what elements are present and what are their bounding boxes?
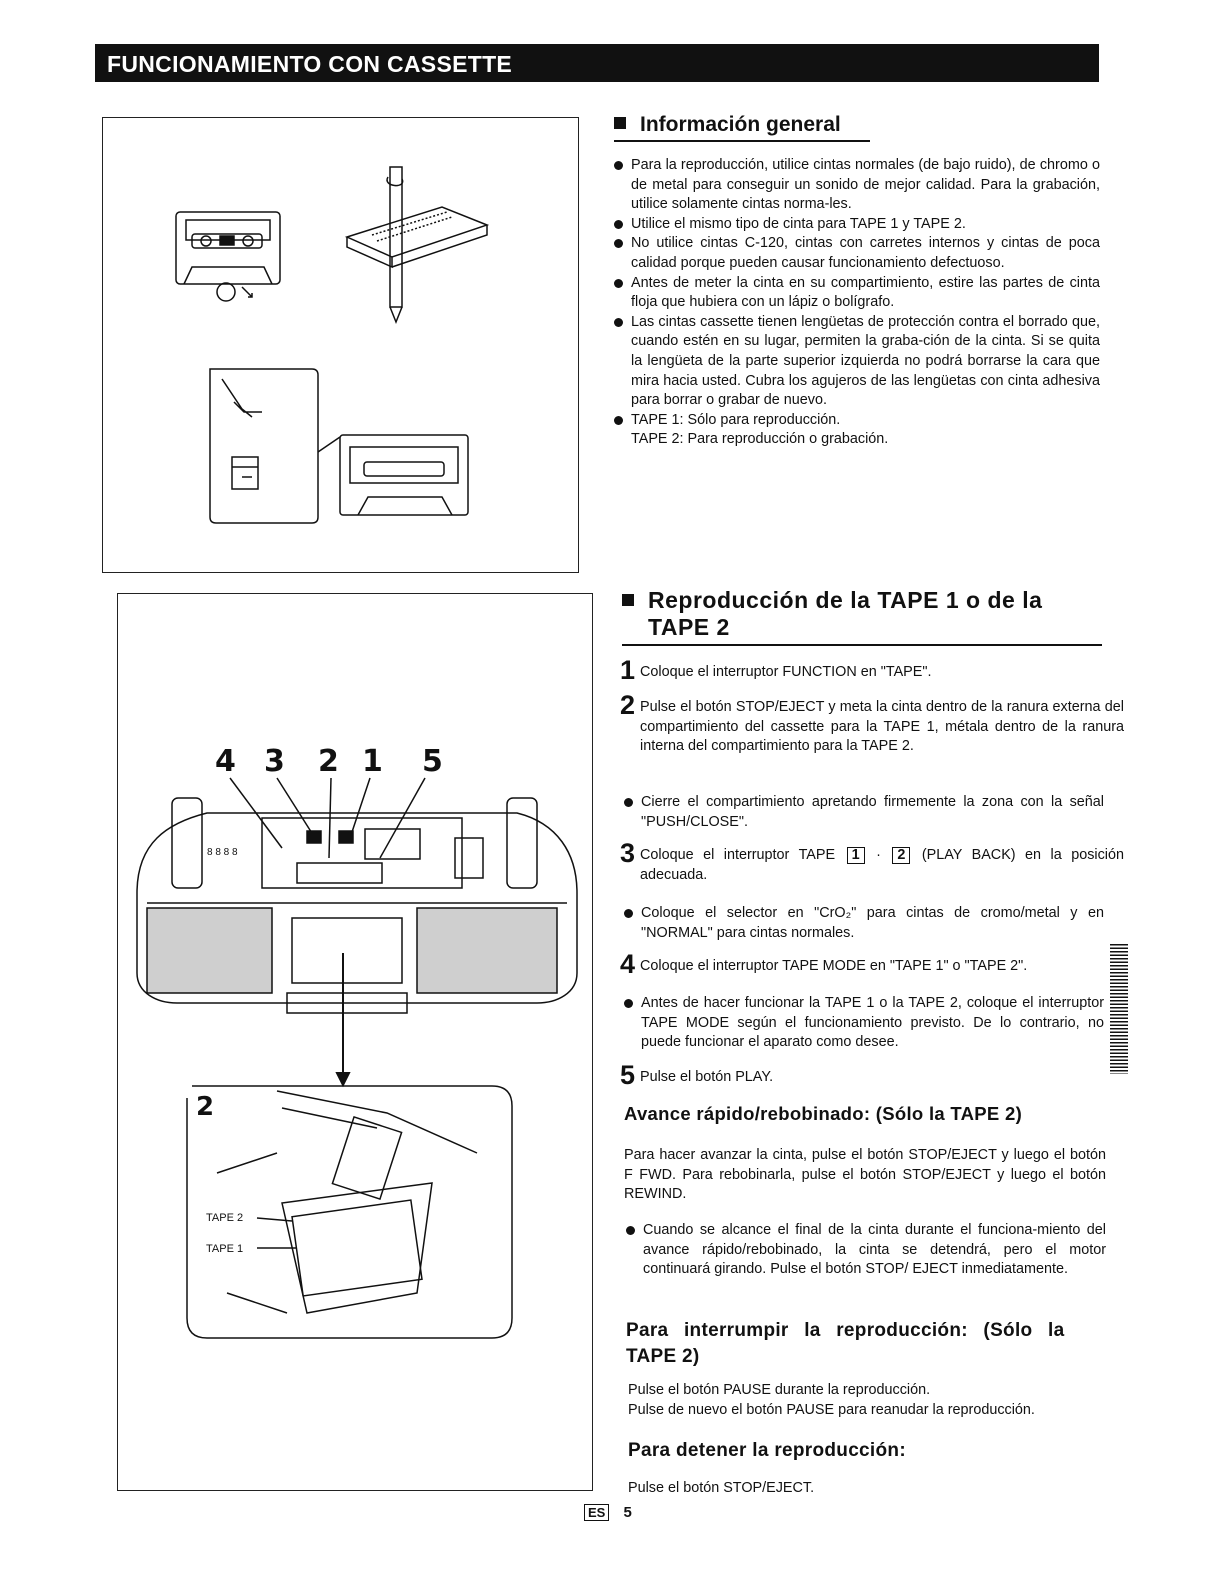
cassette-illustrations (102, 117, 579, 573)
general-bullet-4: Antes de meter la cinta en su compartimiento, estire las partes de cinta floja que hubiera con un lápiz o bolígrafo. (614, 274, 1100, 313)
callout-5: 5 (422, 744, 443, 779)
edge-stripes (1110, 944, 1128, 1074)
language-badge: ES (584, 1504, 609, 1521)
stop-text: Pulse el botón STOP/EJECT. (628, 1480, 815, 1496)
general-bullet-5: Las cintas cassette tienen lengüetas de protección contra el borrado que, cuando estén en su lugar, permiten la graba-ción de la cinta. Si se quita la lengüeta de la parte superior izquierda no podrá borrarse la cara que mira hacia usted. Cubra los agujeros de las lengüetas con cinta adhesiva para borrar o grabar de nuevo. (614, 313, 1100, 411)
step-2: 2 Pulse el botón STOP/EJECT y meta la cinta dentro de la ranura externa del compartimiento del cassette para la TAPE 1, métala dentro de la ranura interna del compartimiento para la TAPE 2. (620, 690, 1124, 755)
callout-3: 3 (264, 744, 285, 779)
pause-line-2: Pulse de nuevo el botón PAUSE para reanudar la reproducción. (628, 1402, 1035, 1418)
bullet-tape-mode: Antes de hacer funcionar la TAPE 1 o la TAPE 2, coloque el interruptor TAPE MODE según el funcionamiento previsto. De lo contrario, no puede funcionar el aparato como desee. (624, 994, 1104, 1053)
square-bullet-icon (622, 594, 634, 606)
inset-number: 2 (196, 1092, 215, 1122)
bullet-cro2: Coloque el selector en "CrO₂" para cintas de cromo/metal y en "NORMAL" para cintas normales. (624, 904, 1104, 943)
section-stop-title: Para detener la reproducción: (628, 1440, 906, 1461)
tab-detail-drawing (210, 369, 468, 523)
cassette-with-pencil-drawing (347, 167, 487, 322)
step-3: 3 Coloque el interruptor TAPE 1 · 2 (PLAY BACK) en la posición adecuada. (620, 838, 1125, 883)
section-ffrew-title: Avance rápido/rebobinado: (Sólo la TAPE 2) (624, 1103, 1023, 1124)
step-1: 1 Coloque el interruptor FUNCTION en "TAPE". (620, 655, 932, 685)
step-4: 4 Coloque el interruptor TAPE MODE en "TAPE 1" o "TAPE 2". (620, 949, 1028, 979)
section-pause-title: Para interrumpir la reproducción: (Sólo la TAPE 2) (626, 1320, 1065, 1367)
label-tape-1: TAPE 1 (206, 1243, 244, 1255)
general-bullets (614, 156, 1100, 450)
square-bullet-icon (614, 117, 626, 129)
boombox-drawing (117, 593, 593, 1491)
callout-1: 1 (362, 744, 383, 779)
section-playback-title: Reproducción de la TAPE 1 o de la TAPE 2 (622, 587, 1102, 646)
label-tape-2: TAPE 2 (206, 1212, 244, 1224)
pause-line-1: Pulse el botón PAUSE durante la reproducción. (628, 1382, 931, 1398)
cassette-front-drawing (176, 212, 280, 301)
ffrew-bullet: Cuando se alcance el final de la cinta durante el funciona-miento del avance rápido/rebobinado, la cinta se detendrá, pero el motor continuará girando. Pulse el botón STOP/ EJECT inmediatamente. (626, 1221, 1106, 1280)
general-tape2-line: TAPE 2: Para reproducción o grabación. (631, 431, 889, 448)
general-bullet-1: Para la reproducción, utilice cintas normales (de bajo ruido), de chromo o de metal para conseguir un sonido de mejor calidad. Para la grabación, utilice solamente cintas norma-les. (614, 156, 1100, 215)
callout-4: 4 (215, 744, 236, 779)
header-bar (95, 44, 1099, 82)
svg-text:8 8 8 8: 8 8 8 8 (207, 847, 238, 858)
ffrew-text: Para hacer avanzar la cinta, pulse el botón STOP/EJECT y luego el botón F FWD. Para rebobinarla, pulse el botón STOP/EJECT y luego el botón REWIND. (624, 1147, 1106, 1203)
general-bullet-3: No utilice cintas C-120, cintas con carretes internos y cintas de poca calidad porque pueden causar funcionamiento defectuoso. (614, 234, 1100, 273)
section-general-title: Información general (614, 113, 870, 142)
general-bullet-6: TAPE 1: Sólo para reproducción. (614, 411, 1100, 431)
general-bullet-2: Utilice el mismo tipo de cinta para TAPE 1 y TAPE 2. (614, 215, 1100, 235)
page-footer (584, 1504, 632, 1521)
page-number: 5 (623, 1504, 632, 1521)
step-5: 5 Pulse el botón PLAY. (620, 1060, 774, 1090)
callout-2: 2 (318, 744, 339, 779)
page-title: FUNCIONAMIENTO CON CASSETTE (107, 51, 513, 77)
bullet-push-close: Cierre el compartimiento apretando firmemente la zona con la señal "PUSH/CLOSE". (624, 793, 1104, 832)
